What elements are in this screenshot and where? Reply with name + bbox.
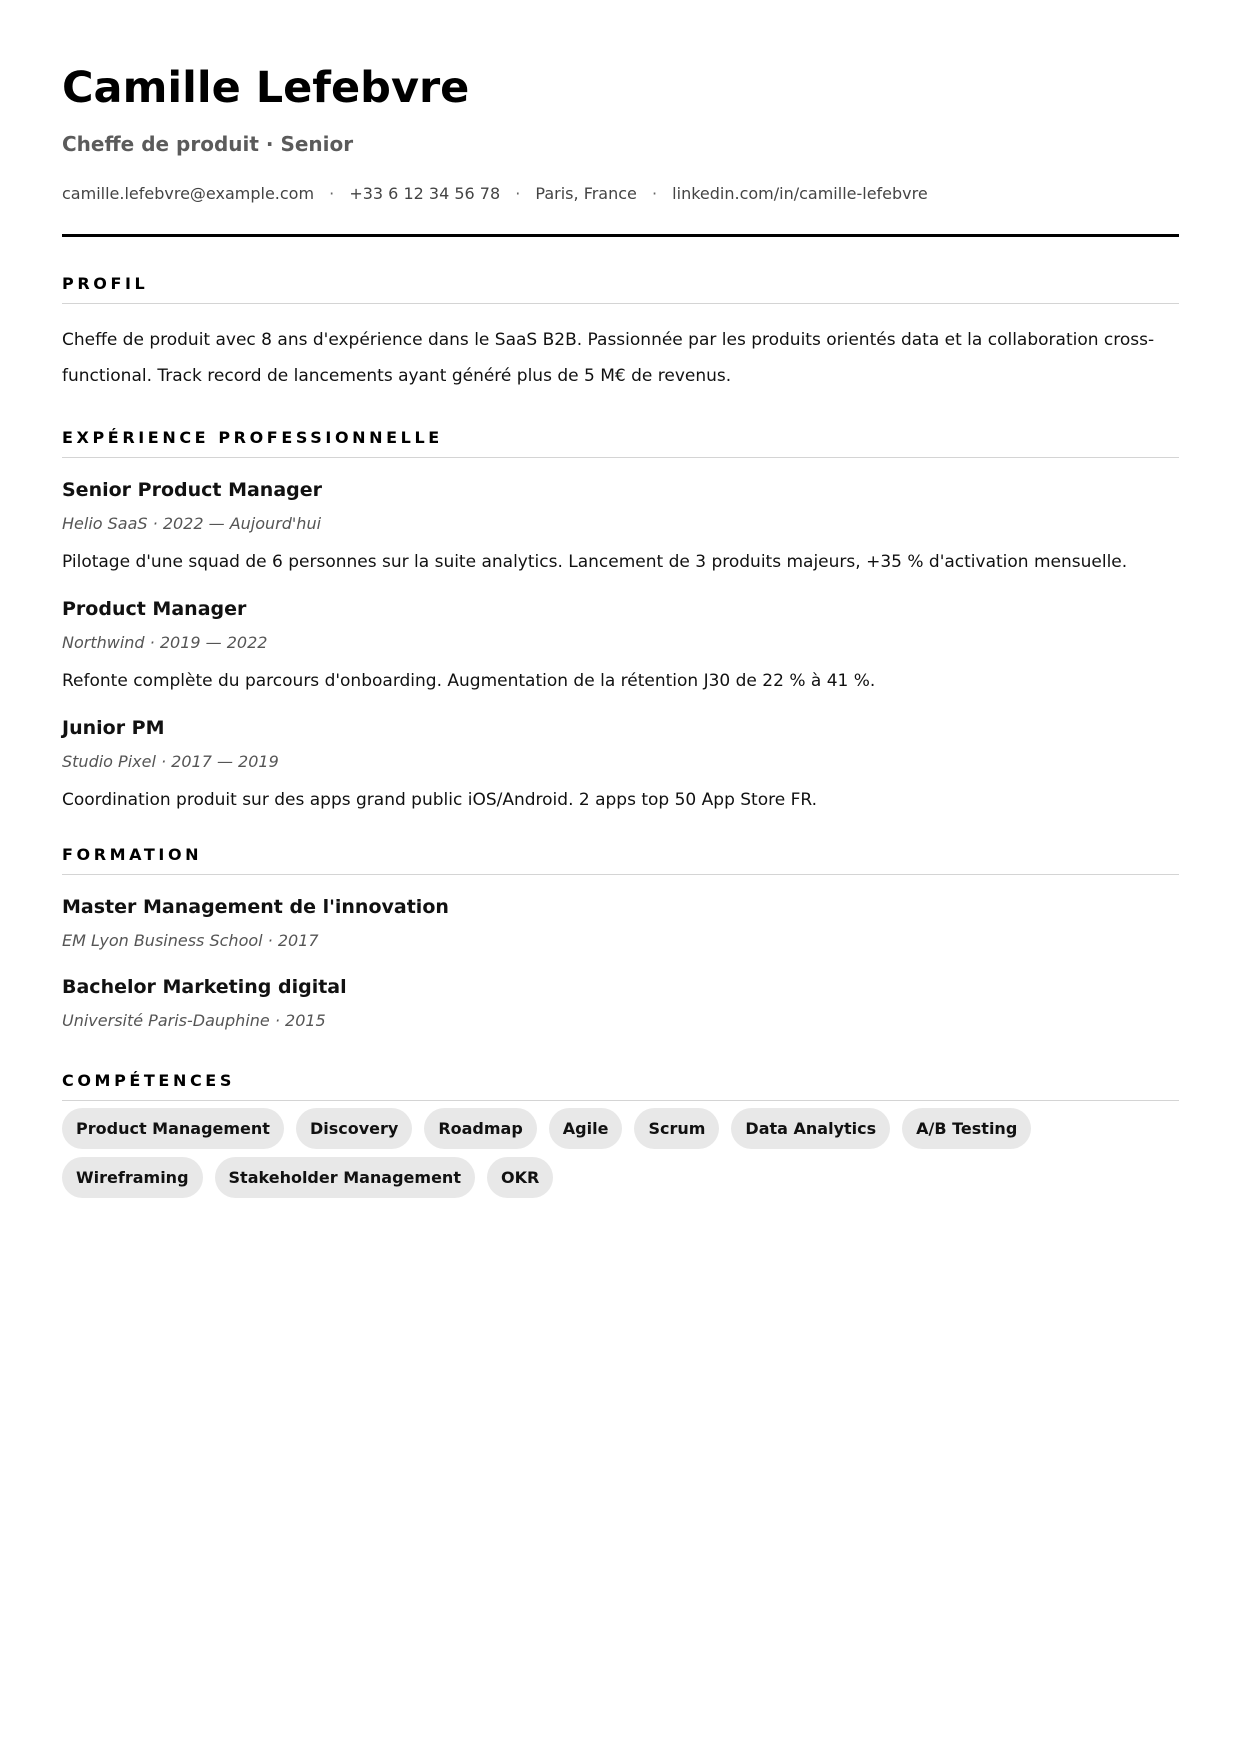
experience-meta: Studio Pixel · 2017 — 2019: [62, 752, 279, 771]
experience-role: Senior Product Manager: [62, 479, 323, 501]
skill-chip: Product Management: [62, 1108, 284, 1149]
education-meta: EM Lyon Business School · 2017: [62, 931, 319, 950]
skills-list: [62, 1108, 1062, 1198]
header-divider: [62, 234, 1179, 237]
education-item: [62, 895, 1179, 951]
contact-separator: ·: [329, 184, 335, 203]
experience-description: Coordination produit sur des apps grand public iOS/Android. 2 apps top 50 App Store FR.: [62, 790, 817, 810]
skill-chip: Wireframing: [62, 1157, 203, 1198]
contact-separator: ·: [515, 184, 521, 203]
contact-email: camille.lefebvre@example.com: [62, 184, 315, 203]
education-list: [62, 895, 1179, 1031]
contact-line: [62, 184, 1179, 204]
skill-chip: OKR: [487, 1157, 553, 1198]
experience-role: Product Manager: [62, 598, 247, 620]
education-item: [62, 975, 1179, 1031]
experience-item: [62, 716, 1179, 811]
section-title-experience: EXPÉRIENCE PROFESSIONNELLE: [62, 428, 1179, 458]
experience-meta: Helio SaaS · 2022 — Aujourd'hui: [62, 514, 322, 533]
contact-location: Paris, France: [535, 184, 637, 203]
section-title-education: FORMATION: [62, 845, 1179, 875]
experience-item: [62, 597, 1179, 692]
experience-description: Refonte complète du parcours d'onboarding. Augmentation de la rétention J30 de 22 % à 41 %.: [62, 671, 876, 691]
section-title-skills: COMPÉTENCES: [62, 1071, 1179, 1101]
contact-separator: ·: [651, 184, 658, 203]
job-title: Cheffe de produit · Senior: [62, 132, 354, 156]
experience-role: Junior PM: [62, 717, 165, 739]
experience-description: Pilotage d'une squad de 6 personnes sur la suite analytics. Lancement de 3 produits majeurs, +35 % d'activation mensuelle.: [62, 552, 1128, 572]
education-meta: Université Paris-Dauphine · 2015: [62, 1011, 326, 1030]
education-degree: Bachelor Marketing digital: [62, 976, 347, 998]
skill-chip: Agile: [549, 1108, 623, 1149]
experience-item: [62, 478, 1179, 573]
contact-phone: +33 6 12 34 56 78: [349, 184, 501, 203]
skill-chip: Scrum: [634, 1108, 719, 1149]
skill-chip: Roadmap: [424, 1108, 536, 1149]
profile-text: Cheffe de produit avec 8 ans d'expérience dans le SaaS B2B. Passionnée par les produits orientés data et la collaboration cross-functional. Track record de lancements ayant généré plus de 5 M€ de revenus.: [62, 330, 1155, 386]
experience-list: [62, 478, 1179, 811]
skill-chip: Discovery: [296, 1108, 412, 1149]
contact-linkedin: linkedin.com/in/camille-lefebvre: [672, 184, 928, 203]
section-title-profile: PROFIL: [62, 274, 1179, 304]
skill-chip: A/B Testing: [902, 1108, 1031, 1149]
experience-meta: Northwind · 2019 — 2022: [62, 633, 268, 652]
skill-chip: Data Analytics: [731, 1108, 890, 1149]
skill-chip: Stakeholder Management: [215, 1157, 475, 1198]
candidate-name: Camille Lefebvre: [62, 63, 470, 113]
education-degree: Master Management de l'innovation: [62, 896, 449, 918]
